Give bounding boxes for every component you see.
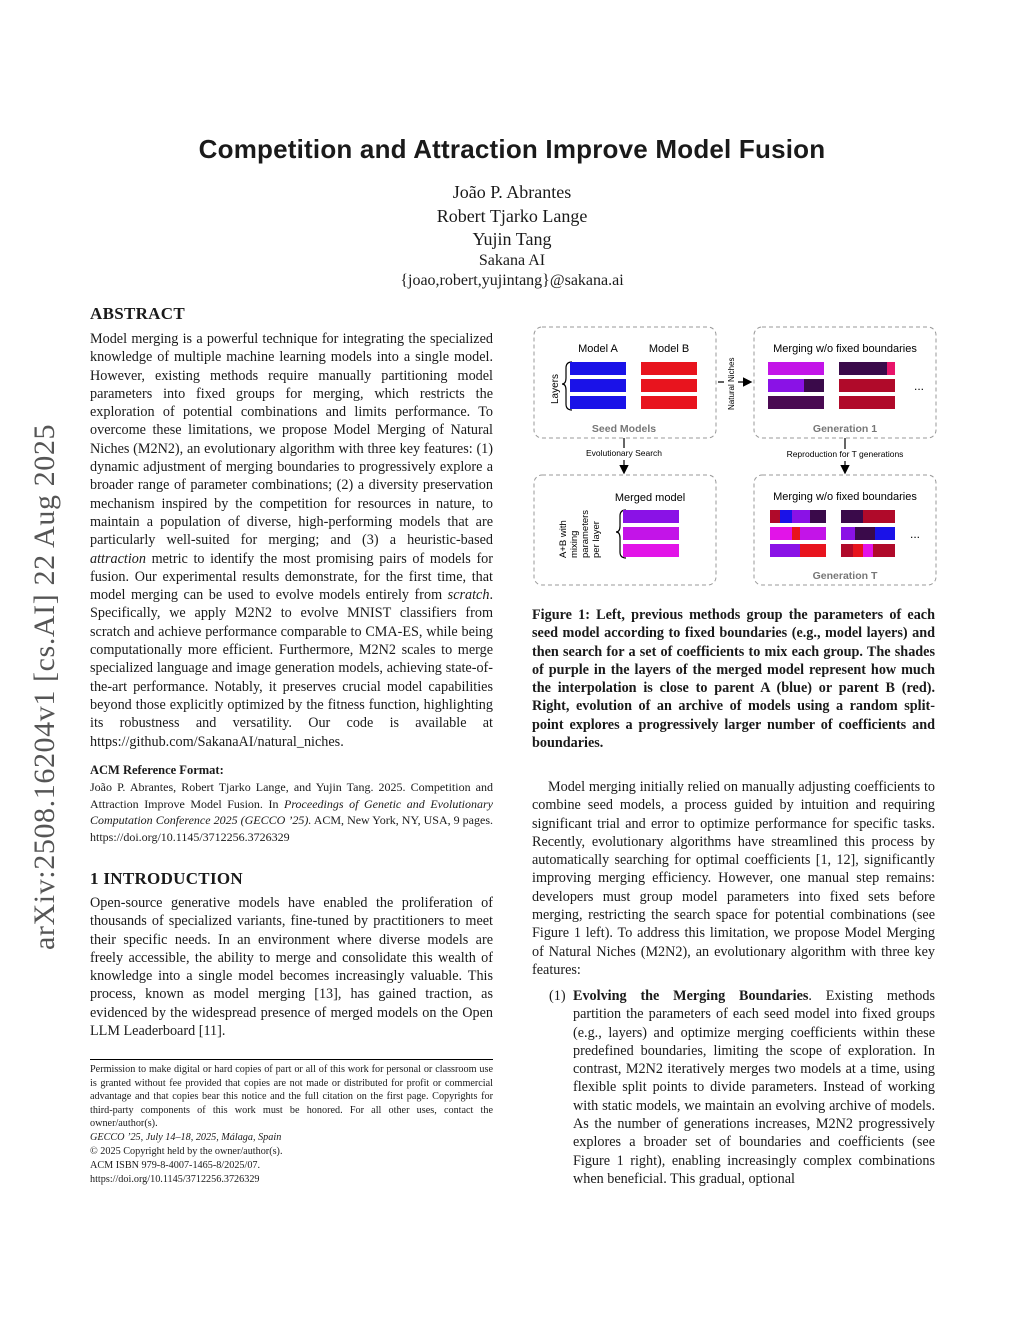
author-1: João P. Abrantes bbox=[452, 182, 572, 202]
emphasis-attraction: attraction bbox=[90, 550, 146, 567]
model-b-label: Model B bbox=[648, 343, 690, 355]
gen1-model2-layer-1b bbox=[887, 362, 895, 375]
email: {joao,robert,yujintang}@sakana.ai bbox=[400, 272, 624, 289]
generation-1-label: Generation 1 bbox=[812, 423, 878, 435]
figure-1-diagram bbox=[532, 322, 938, 592]
acm-ref-heading: ACM Reference Format: bbox=[90, 763, 224, 777]
affiliation: Sakana AI bbox=[478, 252, 546, 269]
abstract-text: Model merging is a powerful technique for integrating the specialized knowledge of multiple machine learning models into a single model. However, existing methods require manually partitioning model parameters into fixed groups for merging, which restricts the exploration of potential combinations and limits performance. To overcome these limitations, we propose Model Merging of Natural Niches (M2N2), an evolutionary algorithm with three key features: (1) dynamic adjustment of merging boundaries to progressively explore a broader range of parameter combinations; (2) a diversity preservation mechanism inspired by the competition for resources in nature, to maintain a population of diverse, high-performing models that are particularly well-suited for merging; and (3) a heuristic-based attraction metric to identify the most promising pairs of models for fusion. Our experimental results demonstrate, for the first time, that model merging can be used to evolve models entirely from scratch. Specifically, we apply M2N2 to evolve MNIST classifiers from scratch and achieve performance comparable to CMA-ES, while being computationally more efficient. Furthermore, M2N2 scales to merge specialized language and image generation models, achieving state-of-the-art performance. Notably, it preserves crucial model capabilities beyond those explicitly optimized by the fitness function, highlighting its robustness and versatility. Our code is available at https://github.com/SakanaAI/natural_niches. bbox=[90, 331, 493, 750]
natural-niches-label: Natural Niches bbox=[727, 357, 736, 410]
gen1-model1-layer-1 bbox=[768, 362, 824, 375]
intro-heading: 1 INTRODUCTION bbox=[90, 869, 243, 888]
arxiv-stamp: arXiv:2508.16204v1 [cs.AI] 22 Aug 2025 bbox=[28, 423, 61, 950]
gen1-model2-layer-1a bbox=[839, 362, 887, 375]
right-paragraph: Model merging initially relied on manually adjusting coefficients to combine seed models, a process guided by intuition and requiring significant trial and error to optimize performance for specific tasks. Recently, evolutionary algorithms have streamlined this process by automatically searching for optimal coefficients [1, 12], significantly improving merging efficiency. However, one manual step remains: developers must group model parameters into fixed sets before merging, restricting the search space for potential combinations (see Figure 1 left). To address this limitation, we propose Model Merging of Natural Niches (M2N2), an evolutionary algorithm with three key features: bbox=[532, 779, 935, 978]
gen1-model1-layer-2b bbox=[804, 379, 824, 392]
emphasis-scratch: scratch bbox=[447, 587, 490, 604]
svg-text:per layer: per layer bbox=[591, 521, 602, 558]
author-3: Yujin Tang bbox=[472, 229, 552, 249]
footnote-rule bbox=[90, 1059, 493, 1060]
model-b-layer-1 bbox=[641, 362, 697, 375]
paper-title: Competition and Attraction Improve Model Fusion bbox=[198, 134, 826, 164]
footnote-doi: https://doi.org/10.1145/3712256.3726329 bbox=[90, 1174, 260, 1185]
gen1-model1-layer-2a bbox=[768, 379, 804, 392]
author-2: Robert Tjarko Lange bbox=[436, 206, 588, 226]
layers-label: Layers bbox=[550, 373, 561, 404]
acm-ref-text: João P. Abrantes, Robert Tjarko Lange, and Yujin Tang. 2025. Competition and Attraction Improve Model Fusion. In Proceedings of Genetic and Evolutionary Computation Conference 2025 (GECCO ’25). ACM, New York, NY, USA, 9 pages. https://doi.org/10.1145/3712256.3726329 bbox=[90, 780, 494, 844]
gent-ellipsis: ... bbox=[910, 527, 921, 541]
footnote-isbn: ACM ISBN 979-8-4007-1465-8/2025/07. bbox=[90, 1160, 261, 1171]
figure-1 bbox=[532, 322, 938, 592]
gen1-model2-layer-2 bbox=[839, 379, 895, 392]
merging-wo-label-1: Merging w/o fixed boundaries bbox=[773, 343, 917, 355]
intro-text: Open-source generative models have enabled the proliferation of thousands of specialized variants, fine-tuned by practitioners to meet their specific needs. In an environment where diverse models are freely accessible, the ability to merge and consolidate this wealth of knowledge into a single model becomes increasingly valuable. This process, known as model merging [13], has gained traction, as evidenced by the widespread presence of merged models on the Open LLM Leaderboard [11]. bbox=[90, 895, 493, 1040]
gen1-ellipsis: ... bbox=[914, 379, 925, 393]
model-b-layer-2 bbox=[641, 379, 697, 392]
footnote-permission: Permission to make digital or hard copies of part or all of this work for personal or classroom use is granted without fee provided that copies are not made or distributed for profit or commercial advantage and that copies bear this notice and the full citation on the first page. Copyrights for third-party components of this work must be honored. For all other uses, contact the owner/author(s). bbox=[90, 1064, 493, 1130]
footnote-conference: GECCO ’25, July 14–18, 2025, Málaga, Spain bbox=[90, 1132, 282, 1143]
abstract-heading: ABSTRACT bbox=[90, 304, 185, 323]
model-b-layer-3 bbox=[641, 396, 697, 409]
seed-models-label: Seed Models bbox=[591, 423, 657, 435]
merged-layer-1 bbox=[623, 510, 679, 523]
list-item-1: (1) Evolving the Merging Boundaries. Existing methods partition the parameters of each seed model into fixed groups (e.g., layers) and optimize merging coefficients within these predefined boundaries, limiting the scope of exploration. In contrast, M2N2 iteratively merges two models at a time, using flexible split points to divide parameters. Instead of working with static models, we maintain an evolving archive of models. As the number of generations increases, M2N2 progressively explores a broader set of boundaries and coefficients (see Figure 1 right), enabling increasingly complex combinations when beneficial. This gradual, optional bbox=[549, 988, 935, 1187]
svg-text:mixing: mixing bbox=[569, 530, 580, 558]
gen1-model1-layer-3 bbox=[768, 396, 824, 409]
ab-mixing-label bbox=[558, 510, 602, 558]
list-item-1-number: (1) bbox=[549, 988, 566, 1004]
evolutionary-search-label: Evolutionary Search bbox=[585, 448, 663, 458]
gen1-model2-layer-3 bbox=[839, 396, 895, 409]
footnote-copyright: © 2025 Copyright held by the owner/author(s). bbox=[90, 1146, 283, 1157]
merged-layer-3 bbox=[623, 544, 679, 557]
merged-layer-2 bbox=[623, 527, 679, 540]
list-item-1-bold: Evolving the Merging Boundaries bbox=[573, 988, 809, 1004]
merging-wo-label-t: Merging w/o fixed boundaries bbox=[773, 491, 917, 503]
model-a-layer-1 bbox=[570, 362, 626, 375]
generation-t-label: Generation T bbox=[812, 570, 878, 582]
model-a-layer-3 bbox=[570, 396, 626, 409]
model-a-layer-2 bbox=[570, 379, 626, 392]
figure-1-caption: Figure 1: Left, previous methods group the parameters of each seed model according to fixed boundaries (e.g., model layers) and then search for a set of coefficients to mix each group. The shades of purple in the layers of the merged model represent how much the interpolation is close to parent A (blue) or parent B (red). Right, evolution of an archive of models using a random split-point explores a progressively larger number of coefficients and boundaries. bbox=[532, 607, 935, 752]
svg-text:A+B with: A+B with bbox=[558, 520, 569, 558]
reproduction-label: Reproduction for T generations bbox=[786, 449, 904, 459]
svg-text:parameters: parameters bbox=[580, 509, 591, 558]
merged-model-label: Merged model bbox=[614, 492, 686, 504]
model-a-label: Model A bbox=[578, 343, 618, 355]
